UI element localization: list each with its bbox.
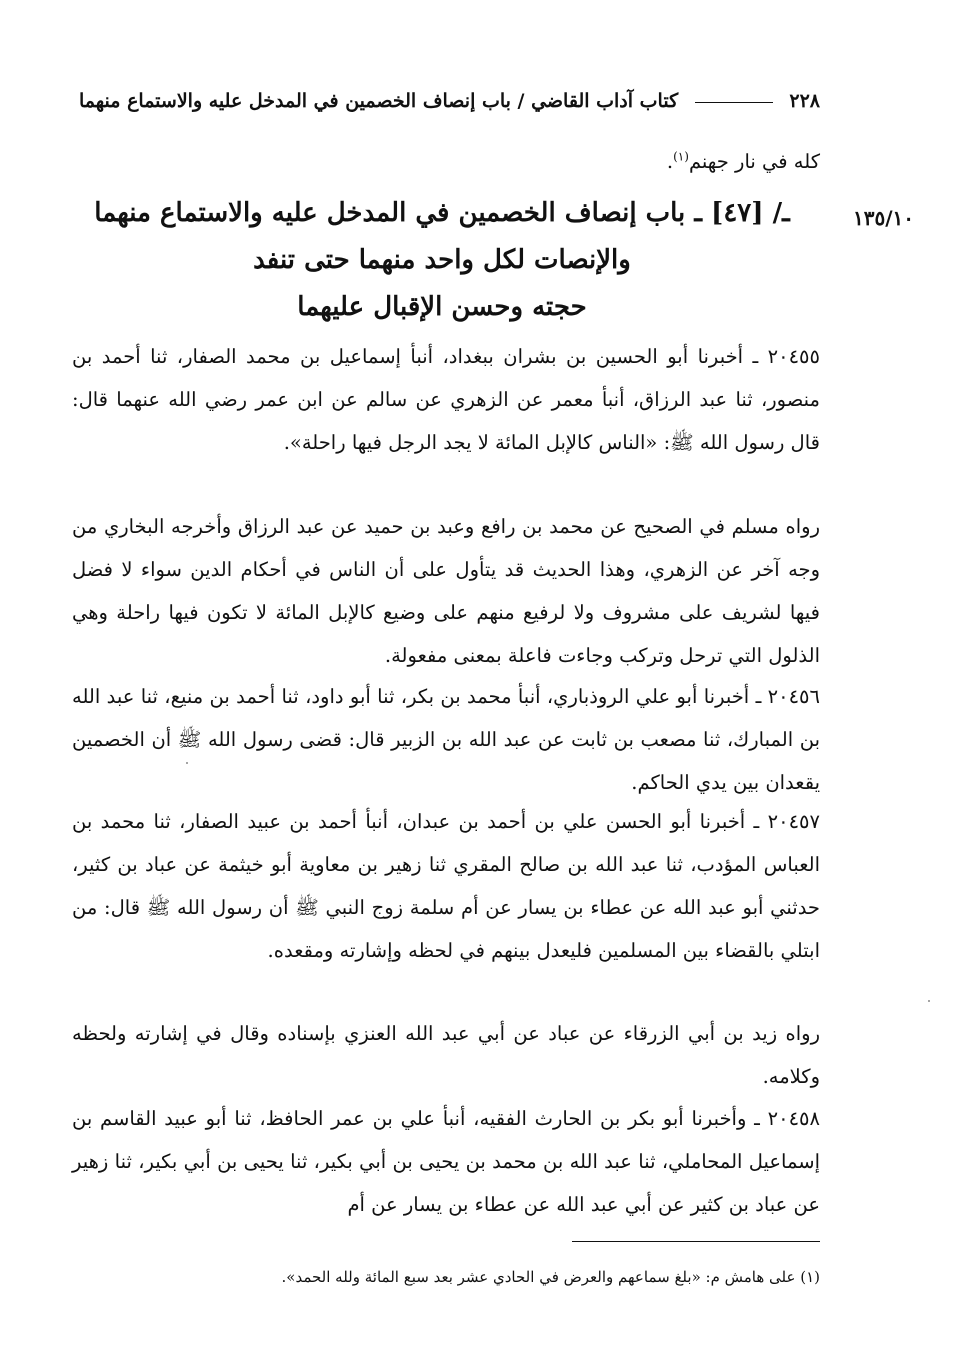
hadith-20456: ٢٠٤٥٦ ـ أخبرنا أبو علي الروذباري، أنبأ محمد بن بكر، ثنا أبو داود، ثنا أحمد بن منيع، ثنا عبد الله بن المبارك، ثنا مصعب بن ثابت عن عبد الله بن الزبير قال: قضى رسول الله ﷺ أن الخصمين يقعدان بين يدي الحاكم.	[72, 685, 821, 794]
hadith-20458: ٢٠٤٥٨ ـ وأخبرنا أبو بكر بن الحارث الفقيه، أنبأ علي بن عمر الحافظ، ثنا أبو عبيد القاسم بن إسماعيل المحاملي، ثنا عبد الله بن محمد بن يحيى بن أبي بكير، ثنا يحيى بن أبي بكير، ثنا زهير عن عباد بن كثير عن أبي عبد الله عن عطاء بن يسار عن أم	[72, 1107, 820, 1216]
opening-line	[72, 140, 820, 183]
opening-line-text: كله في نار جهنم	[688, 150, 820, 173]
margin-reference: ١٣٥/١٠	[852, 206, 914, 230]
opening-line-end: .	[666, 150, 674, 173]
commentary-paragraph-1: رواه مسلم في الصحيح عن محمد بن رافع وعبد بن حميد عن عبد الرزاق وأخرجه البخاري من وجه آخر عن الزهري، وهذا الحديث قد يتأول على أن الناس في أحكام الدين سواء لا فضل فيها لشريف على مشروف ولا لرفيع منهم على وضيع كالإبل المائة لا تكون فيها راحلة وهي الذلول التي ترحل وتركب وجاءت فاعلة بمعنى مفعولة.	[72, 515, 820, 667]
hadith-20457: ٢٠٤٥٧ ـ أخبرنا أبو الحسن علي بن أحمد بن عبدان، أنبأ أحمد بن عبيد الصفار، ثنا محمد بن العباس المؤدب، ثنا عبد الله بن صالح المقري ثنا زهير بن معاوية أبو خيثمة عن عباد بن كثير، حدثني أبو عبد الله عن عطاء بن يسار عن أم سلمة زوج النبي ﷺ أن رسول الله ﷺ قال: من ابتلي بالقضاء بين المسلمين فليعدل بينهم في لحظه وإشارته ومقعده.	[72, 810, 820, 962]
footnote: (١) على هامش م: «بلغ سماعهم والعرض في الحادي عشر بعد سبع المائة ولله الحمد».	[281, 1268, 820, 1286]
footnote-rule	[572, 1241, 820, 1242]
chapter-heading-line2: والإنصات لكل واحد منهما حتى تنفد	[253, 245, 631, 275]
scan-speck	[186, 762, 188, 764]
chapter-heading-line3: حجته وحسن الإقبال عليهما	[297, 292, 587, 322]
running-head-title: كتاب آداب القاضي / باب إنصاف الخصمين في المدخل عليه والاستماع منهما	[79, 90, 679, 112]
chapter-heading-line1: ـ/ [٤٧] ـ باب إنصاف الخصمين في المدخل عليه والاستماع منهما	[94, 198, 790, 228]
running-head	[64, 86, 820, 116]
scan-speck	[928, 1000, 930, 1002]
hadith-20455: ٢٠٤٥٥ ـ أخبرنا أبو الحسين بن بشران ببغداد، أنبأ إسماعيل بن محمد الصفار، ثنا أحمد بن منصور، ثنا عبد الرزاق، أنبأ معمر عن الزهري عن سالم عن ابن عمر رضي الله عنهما قال: قال رسول الله ﷺ: «الناس كالإبل المائة لا يجد الرجل فيها راحلة».	[72, 345, 820, 454]
page-number: ٢٢٨	[789, 90, 820, 112]
footnote-marker: (١)	[673, 149, 689, 164]
header-rule	[695, 102, 773, 103]
chapter-heading	[64, 190, 820, 331]
commentary-paragraph-2: رواه زيد بن أبي الزرقاء عن عباد عن أبي عبد الله العنزي بإسناده وقال في إشارته ولحظه وكلامه.	[72, 1022, 820, 1088]
